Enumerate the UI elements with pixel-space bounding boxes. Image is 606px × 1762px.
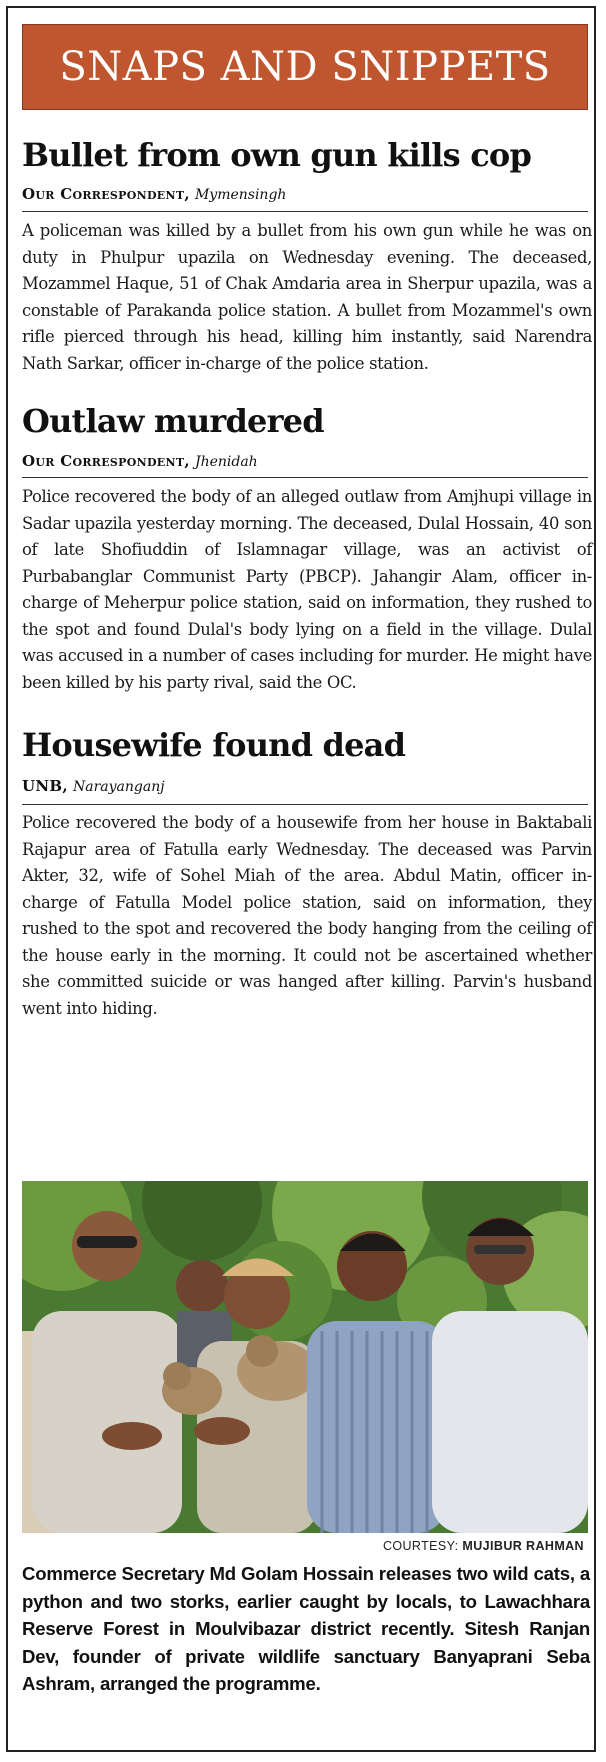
photo-caption: Commerce Secretary Md Golam Hossain releases two wild cats, a python and two storks, earlier caught by locals, to Lawachhara Reserve Forest in Moulvibazar district recently. Sitesh Ranjan Dev, founder of private wildlife sanctuary Banyaprani Seba Ashram, arranged the programme. bbox=[22, 1563, 590, 1694]
article-2-location: Jhenidah bbox=[194, 454, 258, 470]
article-1-location: Mymensingh bbox=[194, 187, 287, 203]
article-3-byline bbox=[22, 776, 165, 795]
article-1-byline bbox=[22, 184, 286, 203]
article-2-divider bbox=[22, 477, 588, 478]
article-1-source: Our Correspondent, bbox=[22, 185, 190, 203]
article-3-divider bbox=[22, 804, 588, 805]
article-2-body: Police recovered the body of an alleged outlaw from Amjhupi village in Sadar upazila yesterday morning. The deceased, Dulal Hossain, 40 son of late Shofiuddin of Islamnagar village, was an activist of Purbabanglar Communist Party (PBCP). Jahangir Alam, officer in-charge of Meherpur police station, said on information, they rushed to the spot and found Dulal's body lying on a field in the village. Dulal was accused in a number of cases including for murder. He might have been killed by his party rival, said the OC. bbox=[22, 487, 592, 692]
section-title: SNAPS AND SNIPPETS bbox=[59, 44, 551, 90]
article-3-body: Police recovered the body of a housewife from her house in Baktabali Rajapur area of Fatulla early Wednesday. The deceased was Parvin Akter, 32, wife of Sohel Miah of the area. Abdul Matin, officer in-charge of Fatulla Model police station, said on information, they rushed to the spot and recovered the body hanging from the ceiling of the house early in the morning. It could not be ascertained whether she committed suicide or was hanged after killing. Parvin's husband went into hiding. bbox=[22, 813, 592, 1018]
news-photo bbox=[22, 1181, 588, 1533]
section-banner bbox=[22, 24, 588, 110]
article-1-headline: Bullet from own gun kills cop bbox=[22, 136, 532, 174]
photo-credit-prefix: COURTESY: bbox=[382, 1539, 459, 1553]
article-1-body: A policeman was killed by a bullet from his own gun while he was on duty in Phulpur upazila on Wednesday evening. The deceased, Mozammel Haque, 51 of Chak Amdaria area in Sherpur upazila, was a constable of Parakanda police station. A bullet from Mozammel's own rifle pierced through his head, killing him instantly, said Narendra Nath Sarkar, officer in-charge of the police station. bbox=[22, 221, 592, 373]
article-1-divider bbox=[22, 211, 588, 212]
article-3-headline: Housewife found dead bbox=[22, 726, 406, 764]
photo-credit bbox=[383, 1539, 584, 1553]
photo-credit-name: MUJIBUR RAHMAN bbox=[462, 1539, 584, 1553]
article-3-source: UNB, bbox=[22, 777, 68, 795]
article-3-location: Narayanganj bbox=[73, 779, 165, 795]
newspaper-page bbox=[6, 6, 596, 1752]
article-2-headline: Outlaw murdered bbox=[22, 402, 324, 440]
article-2-source: Our Correspondent, bbox=[22, 452, 190, 470]
photo-illustration bbox=[22, 1181, 588, 1533]
article-2-byline bbox=[22, 451, 258, 470]
